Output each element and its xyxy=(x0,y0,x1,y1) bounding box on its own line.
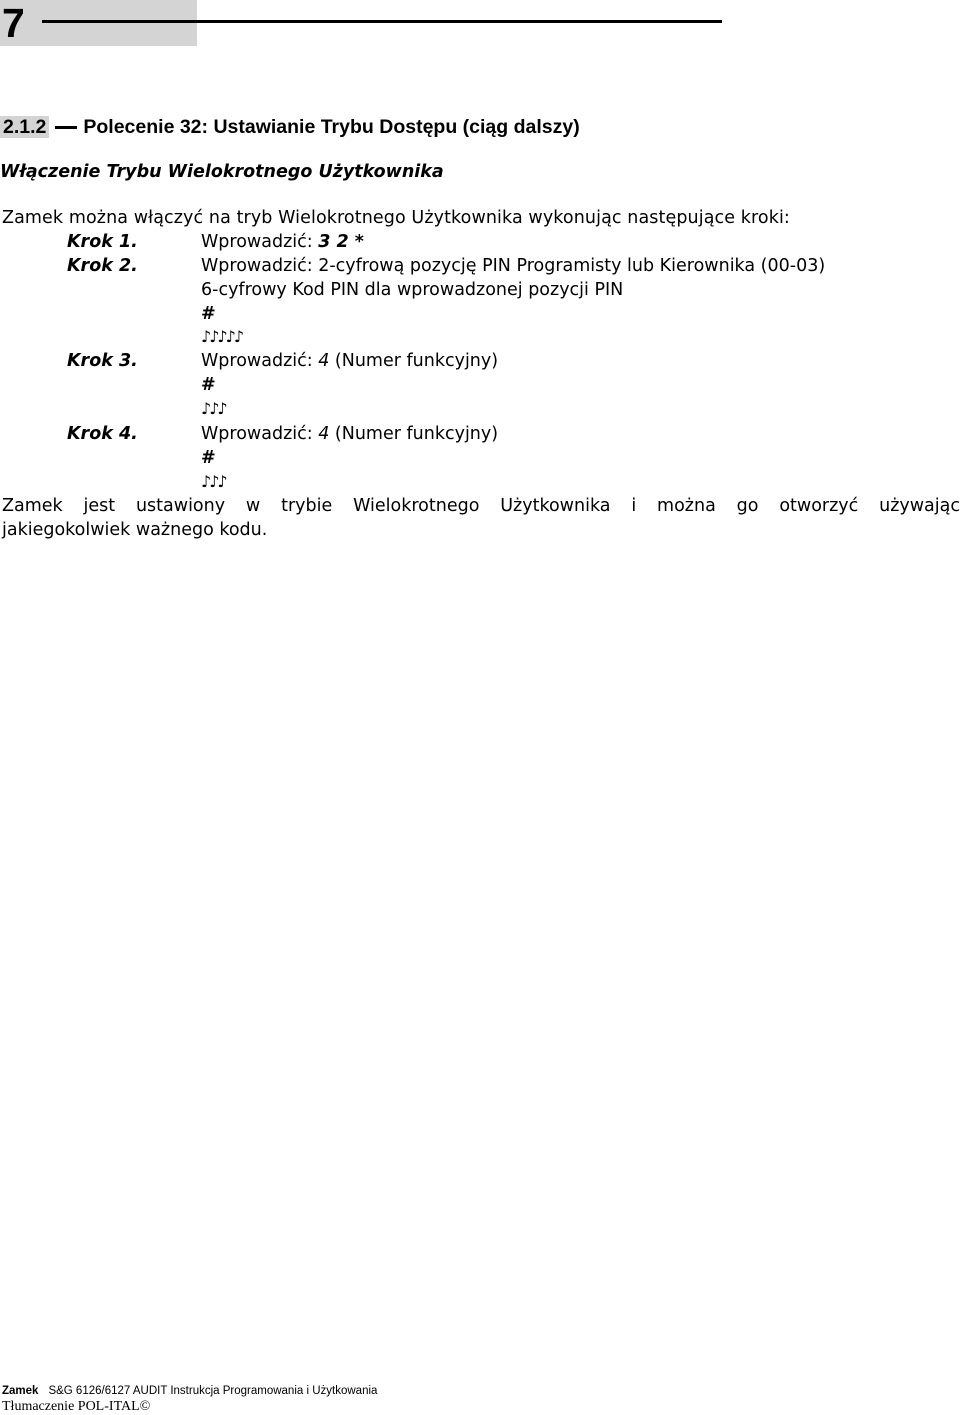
section-title xyxy=(0,115,580,139)
step-2-line1: Wprowadzić: 2-cyfrową pozycję PIN Programisty lub Kierownika (00-03) xyxy=(201,256,826,276)
step-2-line2: 6-cyfrowy Kod PIN dla wprowadzonej pozycji PIN xyxy=(201,280,624,300)
section-dash xyxy=(55,126,77,129)
step-1-label: Krok 1. xyxy=(67,232,138,252)
step-4-label: Krok 4. xyxy=(67,424,138,444)
step-4-confirm-key: # xyxy=(201,448,216,468)
step-4-code: 4 xyxy=(318,424,330,444)
step-4-suffix: (Numer funkcyjny) xyxy=(329,424,499,444)
step-4-instruction xyxy=(201,422,498,446)
closing-line-2: jakiegokolwiek ważnego kodu. xyxy=(2,520,268,540)
step-2-beeps: ♪♪♪♪♪ xyxy=(201,327,243,346)
section-number: 2.1.2 xyxy=(0,116,49,138)
footer-brand: Zamek xyxy=(2,1385,39,1397)
header-rule xyxy=(42,20,722,23)
footer-document-line xyxy=(2,1383,377,1399)
page-number: 7 xyxy=(2,0,25,46)
step-3-confirm-key: # xyxy=(201,375,216,395)
step-1-code: 3 2 * xyxy=(318,232,364,252)
step-2-label: Krok 2. xyxy=(67,256,138,276)
step-1-prefix: Wprowadzić: xyxy=(201,232,319,252)
page-number-box xyxy=(0,0,197,46)
subheading: Włączenie Trybu Wielokrotnego Użytkownika xyxy=(0,162,444,182)
step-1-instruction xyxy=(201,230,364,254)
step-3-beeps: ♪♪♪ xyxy=(201,399,226,418)
step-3-instruction xyxy=(201,349,498,373)
closing-line-1-text: Zamek jest ustawiony w trybie Wielokrotnego Użytkownika i można go otworzyć używając xyxy=(2,496,960,516)
step-3-code: 4 xyxy=(318,351,330,371)
step-3-suffix: (Numer funkcyjny) xyxy=(329,351,499,371)
step-3-prefix: Wprowadzić: xyxy=(201,351,319,371)
step-4-beeps: ♪♪♪ xyxy=(201,472,226,491)
footer-translation: Tłumaczenie POL-ITAL© xyxy=(2,1399,151,1414)
step-4-prefix: Wprowadzić: xyxy=(201,424,319,444)
intro-text: Zamek można włączyć na tryb Wielokrotnego Użytkownika wykonując następujące kroki: xyxy=(2,208,790,228)
step-3-label: Krok 3. xyxy=(67,351,138,371)
section-title-text: Polecenie 32: Ustawianie Trybu Dostępu (ciąg dalszy) xyxy=(83,116,580,138)
footer-document-title: S&G 6126/6127 AUDIT Instrukcja Programowania i Użytkowania xyxy=(48,1385,378,1397)
step-2-confirm-key: # xyxy=(201,304,216,324)
